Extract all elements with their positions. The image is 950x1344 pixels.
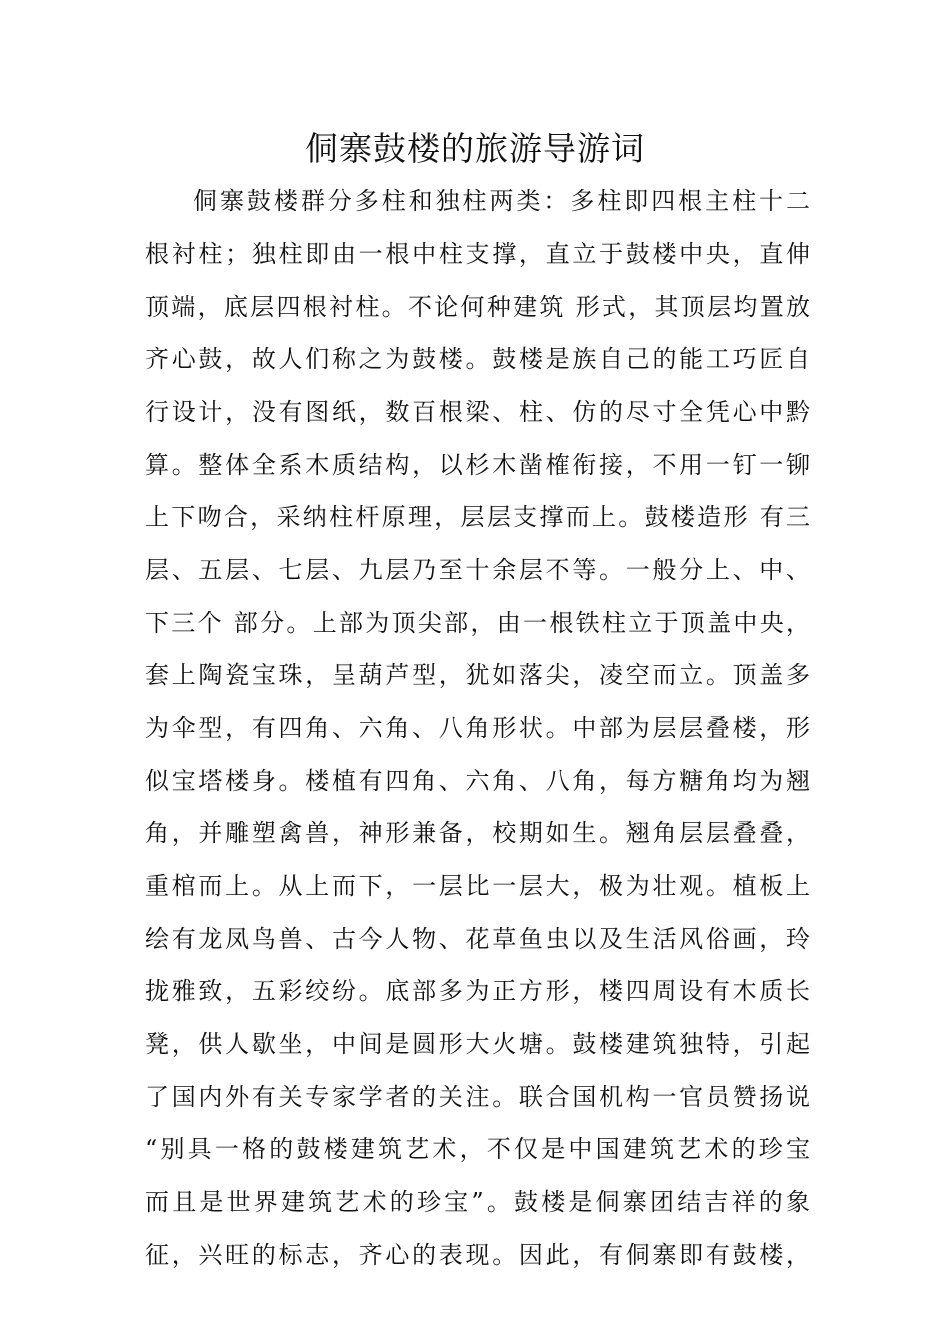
text-line: 行设计，没有图纸，数百根梁、柱、仿的尽寸全凭心中黔 (145, 398, 810, 426)
text-line: 拢雅致，五彩绞纷。底部多为正方形，楼四周设有木质长 (145, 977, 810, 1005)
text-line: 角，并雕塑禽兽，神形兼备，校期如生。翘角层层叠叠， (145, 819, 810, 847)
text-line: 顶端，底层四根衬柱。不论何种建筑 形式，其顶层均置放 (145, 293, 810, 321)
text-line: 根衬柱；独柱即由一根中柱支撑，直立于鼓楼中央，直伸 (145, 240, 810, 268)
text-line: 算。整体全系木质结构，以杉木凿榷衔接，不用一钉一铆 (145, 451, 810, 479)
text-line: 侗寨鼓楼群分多柱和独柱两类：多柱即四根主柱十二 (193, 187, 810, 215)
text-line: 重棺而上。从上而下，一层比一层大，极为壮观。植板上 (145, 872, 810, 900)
text-line: 下三个 部分。上部为顶尖部，由一根铁柱立于顶盖中央， (145, 609, 810, 637)
text-line: 凳，供人歇坐，中间是圆形大火塘。鼓楼建筑独特，引起 (145, 1030, 810, 1058)
document-title: 侗寨鼓楼的旅游导游词 (305, 129, 645, 168)
text-line: 齐心鼓，故人们称之为鼓楼。鼓楼是族自己的能工巧匠自 (145, 345, 810, 373)
text-line: 征，兴旺的标志，齐心的表现。因此，有侗寨即有鼓楼， (145, 1241, 810, 1269)
text-line: 为伞型，有四角、六角、八角形状。中部为层层叠楼，形 (145, 714, 810, 742)
text-line: 套上陶瓷宝珠，呈葫芦型，犹如落尖，凌空而立。顶盖多 (145, 661, 810, 689)
text-line: 层、五层、七层、九层乃至十余层不等。一般分上、中、 (145, 556, 810, 584)
text-line: “别具一格的鼓楼建筑艺术，不仅是中国建筑艺术的珍宝 (145, 1135, 810, 1163)
text-line: 而且是世界建筑艺术的珍宝”。鼓楼是侗寨团结吉祥的象 (145, 1188, 810, 1216)
text-line: 绘有龙凤鸟兽、古今人物、花草鱼虫以及生活风俗画，玲 (145, 925, 810, 953)
text-line: 了国内外有关专家学者的关注。联合国机构一官员赞扬说 (145, 1083, 810, 1111)
text-line: 似宝塔楼身。楼植有四角、六角、八角，每方糖角均为翘 (145, 767, 810, 795)
text-line: 上下吻合，采纳柱杆原理，层层支撑而上。鼓楼造形 有三 (145, 503, 810, 531)
